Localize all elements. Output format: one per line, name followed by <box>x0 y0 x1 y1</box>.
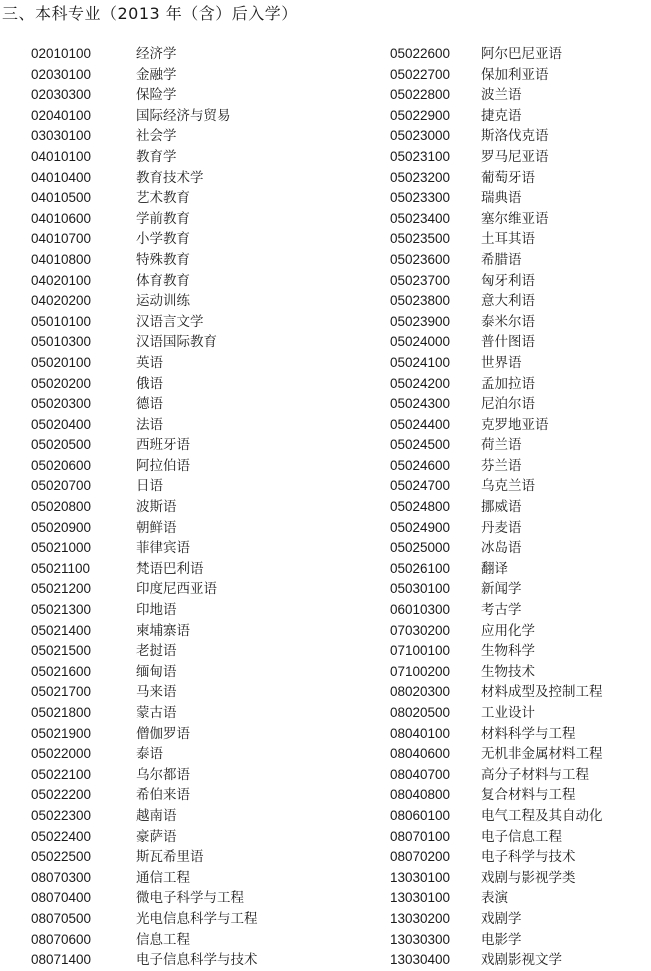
major-row <box>345 662 651 683</box>
major-code: 13030200 <box>390 910 451 926</box>
major-code: 05024600 <box>390 457 451 473</box>
major-code: 05021500 <box>31 643 92 659</box>
major-code: 08070100 <box>390 828 451 844</box>
major-row <box>345 188 651 209</box>
major-row <box>0 291 330 312</box>
major-row <box>345 888 651 909</box>
major-row <box>345 209 651 230</box>
major-row <box>345 353 651 374</box>
major-name: 无机非金属材料工程 <box>481 746 603 763</box>
major-row <box>0 518 330 539</box>
major-name: 德语 <box>136 396 163 413</box>
major-code: 05023600 <box>390 251 451 267</box>
major-code: 05025000 <box>390 540 451 556</box>
major-code: 04010700 <box>31 231 92 247</box>
major-row <box>0 950 330 971</box>
major-name: 经济学 <box>136 46 177 62</box>
major-name: 印地语 <box>136 602 177 619</box>
major-name: 匈牙利语 <box>481 272 535 289</box>
major-code: 05020400 <box>31 416 92 432</box>
major-row <box>345 435 651 456</box>
major-row <box>345 806 651 827</box>
major-row <box>0 827 330 848</box>
major-name: 蒙古语 <box>136 705 177 721</box>
major-code: 07030200 <box>390 622 451 638</box>
major-row <box>0 662 330 683</box>
major-row <box>0 312 330 333</box>
major-code: 05023800 <box>390 293 451 309</box>
major-name: 材料成型及控制工程 <box>481 684 603 701</box>
major-code: 04010600 <box>31 210 92 226</box>
major-row <box>0 579 330 600</box>
major-code: 08070500 <box>31 910 92 926</box>
major-code: 08040800 <box>390 787 451 803</box>
major-code: 13030100 <box>390 869 451 885</box>
major-name: 新闻学 <box>481 581 522 598</box>
major-code: 04010800 <box>31 251 92 267</box>
major-row <box>0 559 330 580</box>
major-name: 马来语 <box>136 684 177 701</box>
major-code: 07100100 <box>390 643 451 659</box>
major-name: 泰米尔语 <box>481 313 535 330</box>
major-code: 05024500 <box>390 437 451 453</box>
major-code: 05020200 <box>31 375 92 391</box>
major-row <box>0 682 330 703</box>
major-code: 05020700 <box>31 478 92 494</box>
major-row <box>345 827 651 848</box>
major-row <box>345 291 651 312</box>
major-code: 05023300 <box>390 190 451 206</box>
major-row <box>0 168 330 189</box>
major-row <box>0 435 330 456</box>
major-name: 僧伽罗语 <box>136 725 190 742</box>
major-name: 印度尼西亚语 <box>136 581 217 598</box>
major-name: 翻译 <box>481 560 508 577</box>
major-name: 微电子科学与工程 <box>136 890 244 907</box>
major-row <box>345 682 651 703</box>
major-name: 电子信息工程 <box>481 828 562 845</box>
major-name: 教育学 <box>136 148 177 165</box>
major-code: 05010300 <box>31 334 92 350</box>
major-code: 07100200 <box>390 663 451 679</box>
major-code: 08040700 <box>390 766 451 782</box>
major-name: 体育教育 <box>136 272 190 289</box>
major-code: 13030400 <box>390 952 451 968</box>
major-name: 世界语 <box>481 354 522 371</box>
major-row <box>0 85 330 106</box>
major-name: 戏剧学 <box>481 910 522 927</box>
major-code: 05021100 <box>31 560 91 576</box>
major-code: 05021800 <box>31 705 92 720</box>
major-name: 西班牙语 <box>136 437 190 454</box>
major-name: 运动训练 <box>136 293 190 310</box>
major-row <box>345 950 651 971</box>
major-name: 汉语言文学 <box>136 313 204 330</box>
major-code: 05023000 <box>390 128 451 144</box>
major-row <box>0 456 330 477</box>
major-row <box>345 518 651 539</box>
major-name: 表演 <box>481 890 508 907</box>
major-name: 捷克语 <box>481 107 522 124</box>
major-row <box>0 332 330 353</box>
major-code: 13030100 <box>390 890 451 906</box>
major-row <box>0 621 330 642</box>
major-code: 05024000 <box>390 334 451 350</box>
major-code: 05022900 <box>390 107 451 123</box>
major-name: 汉语国际教育 <box>136 334 217 351</box>
major-row <box>345 930 651 951</box>
major-code: 05024100 <box>390 354 451 370</box>
major-name: 特殊教育 <box>136 251 190 268</box>
major-name: 英语 <box>136 354 163 371</box>
major-code: 05021600 <box>31 663 92 679</box>
major-row <box>0 600 330 621</box>
major-code: 05023700 <box>390 272 451 288</box>
major-name: 菲律宾语 <box>136 540 190 557</box>
major-row <box>0 353 330 374</box>
major-name: 丹麦语 <box>481 519 522 536</box>
major-row <box>0 374 330 395</box>
right-major-list <box>345 44 651 971</box>
major-row <box>345 415 651 436</box>
major-name: 克罗地亚语 <box>481 416 549 433</box>
major-name: 应用化学 <box>481 622 535 639</box>
major-row <box>345 44 651 65</box>
major-row <box>345 332 651 353</box>
major-row <box>345 229 651 250</box>
major-row <box>0 209 330 230</box>
major-name: 葡萄牙语 <box>481 169 535 186</box>
major-name: 老挝语 <box>136 643 177 660</box>
major-name: 缅甸语 <box>136 663 177 680</box>
major-name: 光电信息科学与工程 <box>136 910 258 927</box>
major-row <box>345 538 651 559</box>
major-name: 芬兰语 <box>481 457 522 474</box>
major-row <box>345 147 651 168</box>
major-name: 材料科学与工程 <box>481 725 576 742</box>
major-row <box>0 126 330 147</box>
major-row <box>345 703 651 724</box>
major-code: 08070600 <box>31 931 92 947</box>
major-code: 05024400 <box>390 416 451 432</box>
major-code: 05022800 <box>390 87 451 103</box>
major-name: 生物技术 <box>481 663 535 680</box>
major-row <box>0 806 330 827</box>
major-row <box>0 147 330 168</box>
major-name: 社会学 <box>136 128 177 145</box>
major-code: 05021700 <box>31 684 92 700</box>
major-row <box>345 847 651 868</box>
major-code: 08040100 <box>390 725 451 741</box>
major-row <box>345 765 651 786</box>
major-code: 02040100 <box>31 107 92 123</box>
major-name: 阿尔巴尼亚语 <box>481 46 562 62</box>
major-code: 05030100 <box>390 581 451 597</box>
major-code: 05024200 <box>390 375 451 391</box>
major-name: 通信工程 <box>136 869 190 886</box>
major-name: 电子信息科学与技术 <box>136 952 258 969</box>
major-name: 朝鲜语 <box>136 519 177 536</box>
major-name: 冰岛语 <box>481 540 522 557</box>
major-code: 02030100 <box>31 66 92 82</box>
major-row <box>0 888 330 909</box>
major-code: 05022200 <box>31 787 92 803</box>
major-row <box>0 909 330 930</box>
major-name: 斯洛伐克语 <box>481 128 549 145</box>
major-name: 越南语 <box>136 807 177 824</box>
major-code: 05021000 <box>31 540 92 556</box>
major-name: 国际经济与贸易 <box>136 107 231 124</box>
major-code: 05023500 <box>390 231 451 247</box>
major-code: 02010100 <box>31 46 92 61</box>
major-row <box>0 765 330 786</box>
major-name: 复合材料与工程 <box>481 787 576 804</box>
major-row <box>0 538 330 559</box>
major-name: 戏剧影视文学 <box>481 952 562 969</box>
major-row <box>0 44 330 65</box>
left-major-list <box>0 44 330 971</box>
major-code: 05020300 <box>31 396 92 412</box>
major-code: 04010500 <box>31 190 92 206</box>
major-name: 柬埔寨语 <box>136 622 190 639</box>
major-row <box>345 106 651 127</box>
major-name: 高分子材料与工程 <box>481 766 589 783</box>
major-code: 06010300 <box>390 602 451 618</box>
major-row <box>0 250 330 271</box>
major-name: 艺术教育 <box>136 190 190 207</box>
major-code: 05021900 <box>31 725 92 741</box>
major-code: 05022000 <box>31 746 92 762</box>
major-name: 土耳其语 <box>481 231 535 248</box>
major-row <box>345 250 651 271</box>
major-code: 05020100 <box>31 354 92 370</box>
major-code: 04020100 <box>31 272 92 288</box>
major-name: 波斯语 <box>136 499 177 516</box>
major-row <box>0 785 330 806</box>
major-row <box>0 703 330 724</box>
major-name: 瑞典语 <box>481 190 522 207</box>
major-row <box>345 456 651 477</box>
major-code: 13030300 <box>390 931 451 947</box>
major-row <box>0 394 330 415</box>
major-code: 08071400 <box>31 952 92 968</box>
major-name: 教育技术学 <box>136 169 204 186</box>
major-row <box>345 65 651 86</box>
major-row <box>0 188 330 209</box>
major-name: 孟加拉语 <box>481 375 535 392</box>
major-row <box>345 312 651 333</box>
major-row <box>0 868 330 889</box>
major-code: 05020500 <box>31 437 92 453</box>
major-name: 乌克兰语 <box>481 478 535 495</box>
major-name: 戏剧与影视学类 <box>481 869 576 886</box>
major-row <box>345 744 651 765</box>
major-name: 生物科学 <box>481 643 535 660</box>
major-name: 泰语 <box>136 746 163 763</box>
major-name: 梵语巴利语 <box>136 560 204 577</box>
major-code: 05026100 <box>390 560 451 576</box>
major-row <box>345 600 651 621</box>
major-row <box>345 909 651 930</box>
major-code: 05022100 <box>31 766 92 782</box>
major-name: 日语 <box>136 478 163 495</box>
major-code: 05023200 <box>390 169 451 185</box>
major-name: 尼泊尔语 <box>481 396 535 413</box>
major-name: 斯瓦希里语 <box>136 849 204 866</box>
major-code: 05024300 <box>390 396 451 412</box>
major-name: 保加利亚语 <box>481 66 549 83</box>
major-row <box>345 621 651 642</box>
page-title: 三、本科专业（2013 年（含）后入学） <box>2 4 298 23</box>
major-code: 05022600 <box>390 46 451 61</box>
major-name: 工业设计 <box>481 705 535 721</box>
major-code: 05023900 <box>390 313 451 329</box>
major-row <box>0 476 330 497</box>
major-code: 08070300 <box>31 869 92 885</box>
major-row <box>345 271 651 292</box>
major-row <box>345 559 651 580</box>
major-name: 挪威语 <box>481 499 522 516</box>
major-name: 考古学 <box>481 602 522 619</box>
major-row <box>345 85 651 106</box>
major-code: 08040600 <box>390 746 451 762</box>
major-name: 普什图语 <box>481 334 535 351</box>
major-code: 05010100 <box>31 313 92 329</box>
major-row <box>0 497 330 518</box>
major-name: 意大利语 <box>481 293 535 310</box>
major-code: 05023400 <box>390 210 451 226</box>
major-row <box>345 394 651 415</box>
major-row <box>345 168 651 189</box>
major-row <box>0 65 330 86</box>
major-row <box>0 724 330 745</box>
major-row <box>345 476 651 497</box>
major-code: 02030300 <box>31 87 92 103</box>
major-code: 04020200 <box>31 293 92 309</box>
major-row <box>345 374 651 395</box>
major-name: 电子科学与技术 <box>481 849 576 866</box>
major-row <box>0 744 330 765</box>
major-name: 荷兰语 <box>481 437 522 454</box>
major-code: 08060100 <box>390 807 451 823</box>
major-row <box>0 641 330 662</box>
major-name: 法语 <box>136 416 163 433</box>
major-name: 电气工程及其自动化 <box>481 807 603 824</box>
major-name: 阿拉伯语 <box>136 457 190 474</box>
major-row <box>345 641 651 662</box>
major-name: 塞尔维亚语 <box>481 210 549 227</box>
major-name: 波兰语 <box>481 87 522 104</box>
major-code: 05024700 <box>390 478 451 494</box>
major-code: 05021200 <box>31 581 92 597</box>
major-code: 03030100 <box>31 128 92 144</box>
major-code: 08020500 <box>390 705 451 720</box>
major-code: 05022300 <box>31 807 92 823</box>
major-name: 俄语 <box>136 375 163 392</box>
major-code: 05022700 <box>390 66 451 82</box>
major-name: 保险学 <box>136 87 177 104</box>
major-code: 05024900 <box>390 519 451 535</box>
major-code: 05020600 <box>31 457 92 473</box>
major-row <box>345 868 651 889</box>
major-row <box>345 724 651 745</box>
major-name: 希伯来语 <box>136 787 190 804</box>
major-row <box>0 930 330 951</box>
major-code: 04010100 <box>31 148 92 164</box>
major-name: 金融学 <box>136 66 177 83</box>
major-code: 05023100 <box>390 148 451 164</box>
major-name: 希腊语 <box>481 251 522 268</box>
major-row <box>345 579 651 600</box>
major-row <box>345 785 651 806</box>
major-row <box>0 271 330 292</box>
major-name: 乌尔都语 <box>136 766 190 783</box>
major-row <box>0 415 330 436</box>
major-code: 04010400 <box>31 169 92 185</box>
major-name: 罗马尼亚语 <box>481 148 549 165</box>
major-code: 05022400 <box>31 828 92 844</box>
major-name: 电影学 <box>481 931 522 948</box>
major-row <box>345 497 651 518</box>
major-code: 05020800 <box>31 499 92 515</box>
major-row <box>345 126 651 147</box>
major-code: 05024800 <box>390 499 451 515</box>
major-code: 08020300 <box>390 684 451 700</box>
major-name: 小学教育 <box>136 231 190 248</box>
major-code: 08070400 <box>31 890 92 906</box>
major-name: 信息工程 <box>136 931 190 948</box>
major-code: 05020900 <box>31 519 92 535</box>
major-code: 05021400 <box>31 622 92 638</box>
major-code: 08070200 <box>390 849 451 865</box>
major-row <box>0 106 330 127</box>
major-code: 05022500 <box>31 849 92 865</box>
major-name: 学前教育 <box>136 210 190 227</box>
major-row <box>0 847 330 868</box>
major-name: 豪萨语 <box>136 828 177 845</box>
major-code: 05021300 <box>31 602 92 618</box>
major-row <box>0 229 330 250</box>
